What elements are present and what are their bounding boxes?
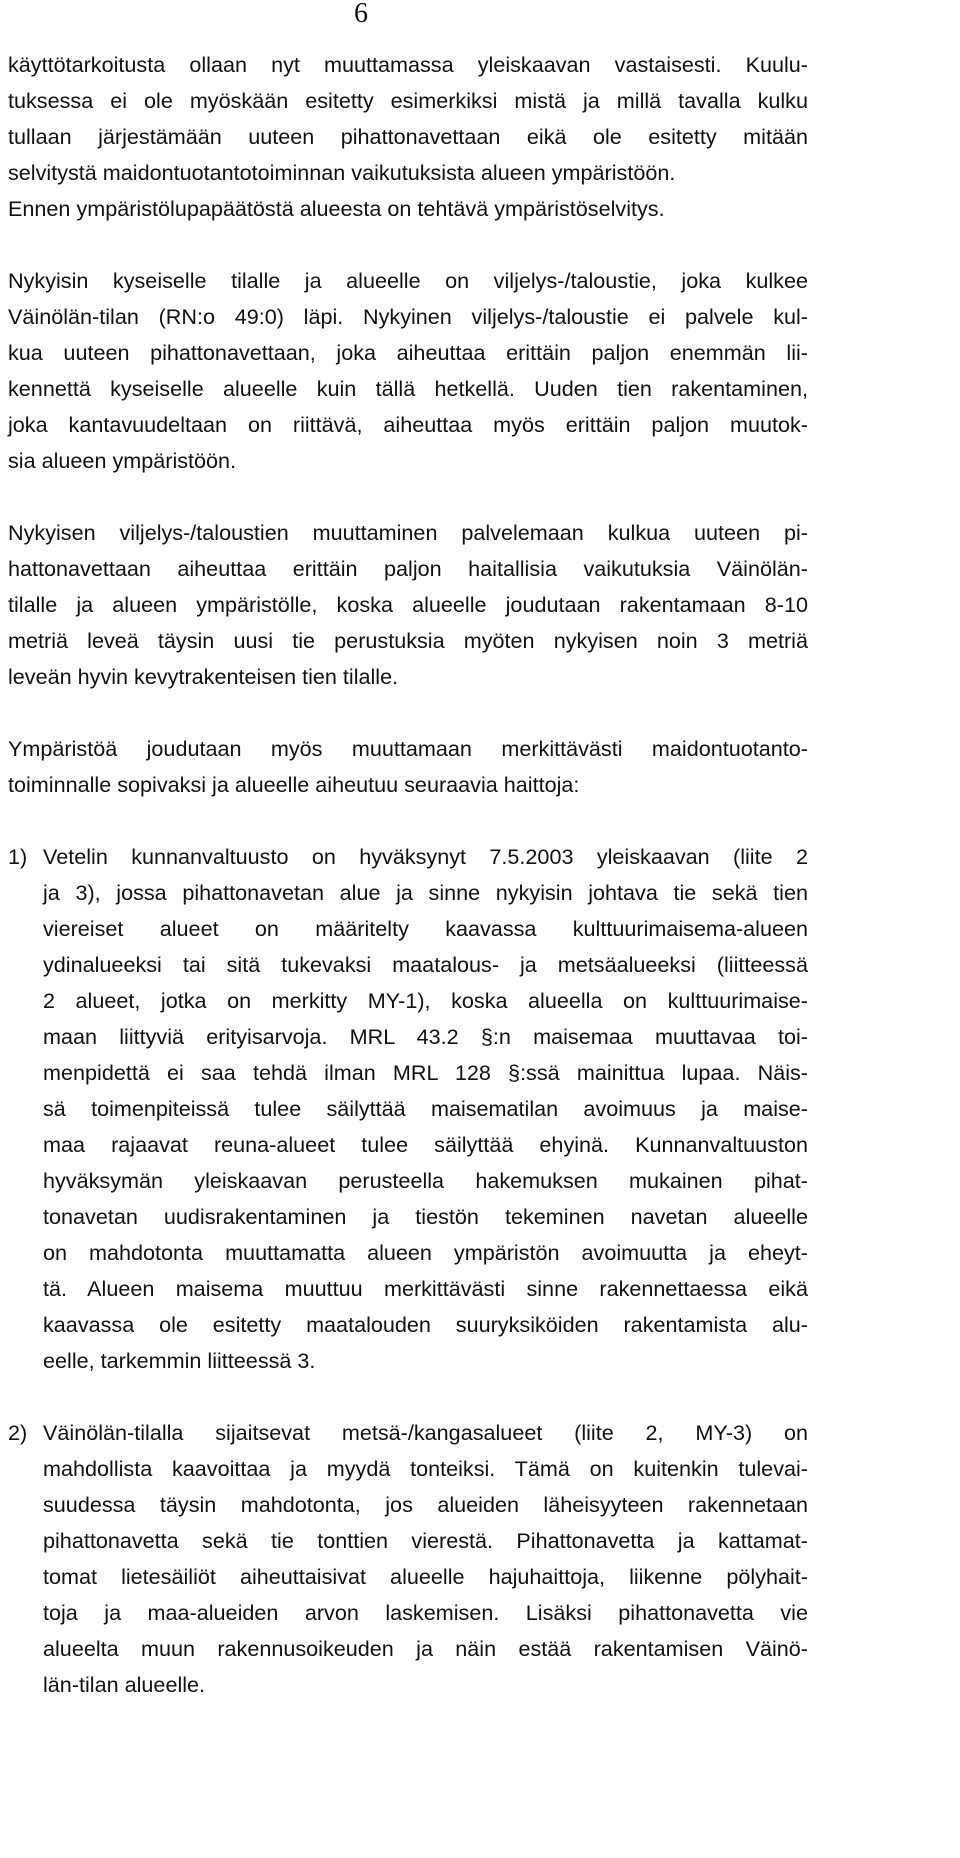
paragraph-gap [8,695,808,731]
text-line: viereiset alueet on määritelty kaavassa kulttuurimaisema-alueen [43,916,808,941]
text-line: län-tilan alueelle. [43,1672,206,1697]
text-line: maan liittyviä erityisarvoja. MRL 43.2 §:n maisemaa muuttavaa toi- [43,1024,808,1049]
text-line: 2 alueet, jotka on merkitty MY-1), koska alueella on kulttuurimaise- [43,988,808,1013]
text-line: maa rajaavat reuna-alueet tulee säilyttää ehyinä. Kunnanvaltuuston [43,1132,808,1157]
text-line: metriä leveä täysin uusi tie perustuksia myöten nykyisen noin 3 metriä [8,628,808,653]
text-line: selvitystä maidontuotantotoiminnan vaikutuksista alueen ympäristöön. [8,160,676,185]
paragraph [8,731,808,803]
text-line: sä toimenpiteissä tulee säilyttää maisematilan avoimuus ja maise- [43,1096,808,1121]
paragraph-gap [8,227,808,263]
text-line: Väinölän-tilan (RN:o 49:0) läpi. Nykyinen viljelys-/taloustie ei palvele kul- [8,304,808,329]
paragraph [8,263,808,479]
text-line: Vetelin kunnanvaltuusto on hyväksynyt 7.5.2003 yleiskaavan (liite 2 [43,844,808,869]
paragraph-gap [8,803,808,839]
text-line: Ympäristöä joudutaan myös muuttamaan merkittävästi maidontuotanto- [8,736,808,761]
text-line: Ennen ympäristölupapäätöstä alueesta on tehtävä ympäristöselvitys. [8,196,665,221]
text-line: ydinalueeksi tai sitä tukevaksi maatalous- ja metsäalueeksi (liitteessä [43,952,808,977]
paragraph-gap [8,1379,808,1415]
text-line: eelle, tarkemmin liitteessä 3. [43,1348,316,1373]
text-line: suudessa täysin mahdotonta, jos alueiden läheisyyteen rakennetaan [43,1492,808,1517]
text-line: ja 3), jossa pihattonavetan alue ja sinne nykyisin johtava tie sekä tien [43,880,808,905]
paragraph [8,47,808,227]
text-line: leveän hyvin kevytrakenteisen tien tilalle. [8,664,399,689]
text-line: sia alueen ympäristöön. [8,448,237,473]
list-item-number: 1) [8,844,28,869]
text-line: Nykyisen viljelys-/taloustien muuttaminen palvelemaan kulkua uuteen pi- [8,520,808,545]
text-line: toiminnalle sopivaksi ja alueelle aiheutuu seuraavia haittoja: [8,772,580,797]
text-line: toja ja maa-alueiden arvon laskemisen. Lisäksi pihattonavetta vie [43,1600,808,1625]
text-line: menpidettä ei saa tehdä ilman MRL 128 §:ssä mainittua lupaa. Näis- [43,1060,808,1085]
text-line: mahdollista kaavoittaa ja myydä tonteiksi. Tämä on kuitenkin tulevai- [43,1456,808,1481]
page-number: 6 [354,0,368,29]
text-line: alueelta muun rakennusoikeuden ja näin estää rakentamisen Väinö- [43,1636,808,1661]
text-line: kennettä kyseiselle alueelle kuin tällä hetkellä. Uuden tien rakentaminen, [8,376,808,401]
list-item [8,1415,808,1703]
text-line: kua uuteen pihattonavettaan, joka aiheuttaa erittäin paljon enemmän lii- [8,340,808,365]
text-line: hyväksymän yleiskaavan perusteella hakemuksen mukainen pihat- [43,1168,808,1193]
text-line: tilalle ja alueen ympäristölle, koska alueelle joudutaan rakentamaan 8-10 [8,592,808,617]
text-line: joka kantavuudeltaan on riittävä, aiheuttaa myös erittäin paljon muutok- [8,412,808,437]
text-line: pihattonavetta sekä tie tonttien vierestä. Pihattonavetta ja kattamat- [43,1528,808,1553]
text-line: tullaan järjestämään uuteen pihattonavettaan eikä ole esitetty mitään [8,124,808,149]
text-line: on mahdotonta muuttamatta alueen ympäristön avoimuutta ja eheyt- [43,1240,808,1265]
text-line: tomat lietesäiliöt aiheuttaisivat alueelle hajuhaittoja, liikenne pölyhait- [43,1564,808,1589]
text-line: hattonavettaan aiheuttaa erittäin paljon haitallisia vaikutuksia Väinölän- [8,556,808,581]
list-item-number: 2) [8,1420,28,1445]
text-line: tonavetan uudisrakentaminen ja tiestön tekeminen navetan alueelle [43,1204,808,1229]
paragraph [8,515,808,695]
text-line: tä. Alueen maisema muuttuu merkittävästi sinne rakennettaessa eikä [43,1276,808,1301]
text-line: kaavassa ole esitetty maatalouden suuryksiköiden rakentamista alu- [43,1312,808,1337]
text-line: käyttötarkoitusta ollaan nyt muuttamassa yleiskaavan vastaisesti. Kuulu- [8,52,808,77]
paragraph-gap [8,479,808,515]
text-line: tuksessa ei ole myöskään esitetty esimerkiksi mistä ja millä tavalla kulku [8,88,808,113]
document-body [8,47,808,1703]
list-item [8,839,808,1379]
text-line: Nykyisin kyseiselle tilalle ja alueelle on viljelys-/taloustie, joka kulkee [8,268,808,293]
text-line: Väinölän-tilalla sijaitsevat metsä-/kangasalueet (liite 2, MY-3) on [43,1420,808,1445]
